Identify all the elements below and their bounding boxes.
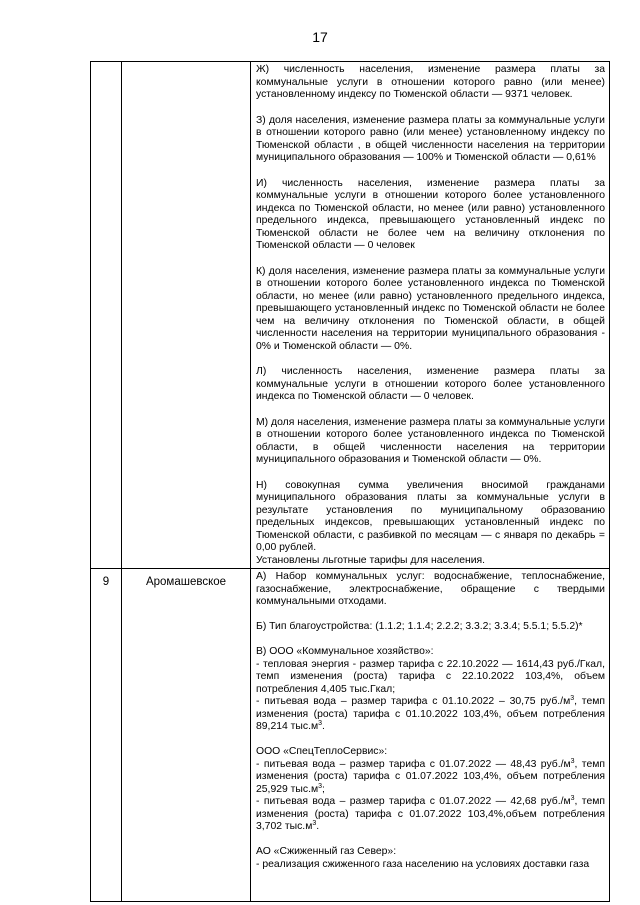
provider-heading: ООО «СпецТеплоСервис»: <box>256 746 388 757</box>
services-set: А) Набор коммунальных услуг: водоснабжение, теплоснабжение, газоснабжение, электроснабжение, обращение с твердыми коммунальными отходами. <box>256 571 605 607</box>
paragraph-zh: Ж) численность населения, изменение размера платы за коммунальные услуги в отношении которого равно (или менее) установленному индексу по Тюменской области — 9371 человек. <box>256 64 605 100</box>
tariff-table <box>90 61 610 902</box>
row-number-cell <box>91 62 122 569</box>
municipality-cell: Аромашевское <box>122 569 251 902</box>
benefit-tariffs-note: Установлены льготные тарифы для населения. <box>256 554 486 566</box>
paragraph-l: Л) численность населения, изменение размера платы за коммунальные услуги в отношении которого более установленного индекса по Тюменской области — 0 человек. <box>256 366 605 402</box>
page-number: 17 <box>312 29 328 45</box>
tariff-item: - питьевая вода – размер тарифа с 01.10.2022 – 30,75 $руб./м^3$, темп изменения (роста) тарифа с 01.10.2022 103,4%, объем потребления 89,214 $тыс.м^3$. <box>256 695 605 732</box>
tariff-item: - реализация сжиженного газа населению на условиях доставки газа <box>256 858 590 870</box>
paragraph-i: И) численность населения, изменение размера платы за коммунальные услуги в отношении которого более установленного индекса по Тюменской области, но менее (или равно) установленного предельного индекса, превышающего установленный индекс по Тюменской области не более чем на величину отклонения по Тюменской области — 0 человек <box>256 177 605 251</box>
tariff-item: - питьевая вода – размер тарифа с 01.07.2022 — 48,43 $руб./м^3$, темп изменения (роста) тарифа с 01.07.2022 103,4%, объем потребления 25,929 $тыс.м^3$; <box>256 757 605 795</box>
municipality-cell <box>122 62 251 569</box>
paragraph-z: З) доля населения, изменение размера платы за коммунальные услуги в отношении которого равно (или менее) установленному индексу по Тюменской области , в общей численности населения на территории муниципального образования — 100% и Тюменской области — 0,61% <box>256 114 605 163</box>
table-row <box>91 569 610 902</box>
provider-heading: АО «Сжиженный газ Север»: <box>256 846 397 857</box>
tariff-item: - тепловая энергия - размер тарифа с 22.10.2022 — 1614,43 руб./Гкал, темп изменения (роста) тарифа с 22.10.2022 103,4%, объем потребления 4,405 тыс.Гкал; <box>256 658 605 695</box>
paragraph-m: М) доля населения, изменение размера платы за коммунальные услуги в отношении которого более установленного индекса по Тюменской области, в общей численности населения на территории муниципального образования и Тюменской области — 0%. <box>256 416 605 465</box>
paragraph-n: Н) совокупная сумма увеличения вносимой гражданами муниципального образования платы за коммунальные услуги в результате установления по муниципальному образованию предельных индексов, превышающих установленный индекс по Тюменской области, с разбивкой по месяцам — с января по декабрь = 0,00 рублей. <box>256 479 605 553</box>
improvement-type: Б) Тип благоустройства: (1.1.2; 1.1.4; 2.2.2; 3.3.2; 3.3.4; 5.5.1; 5.5.2)* <box>256 621 583 632</box>
row-number-cell: 9 <box>91 569 122 902</box>
description-cell <box>251 62 610 569</box>
paragraph-k: К) доля населения, изменение размера платы за коммунальные услуги в отношении которого более установленного индекса по Тюменской области, но менее (или равно) установленного предельного индекса, превышающего установленный индекс по Тюменской области не более чем на величину отклонения по Тюменской области, в общей численности населения на территории муниципального образования - 0% и Тюменской области — 0%. <box>256 265 605 352</box>
tariff-item: - питьевая вода – размер тарифа с 01.07.2022 — 42,68 $руб./м^3$, темп изменения (роста) тарифа с 01.07.2022 103,4%,объем потребления 3,702 $тыс.м^3$. <box>256 795 605 832</box>
description-cell <box>251 569 610 902</box>
provider-heading: В) ООО «Коммунальное хозяйство»: <box>256 646 434 657</box>
table-row <box>91 62 610 569</box>
